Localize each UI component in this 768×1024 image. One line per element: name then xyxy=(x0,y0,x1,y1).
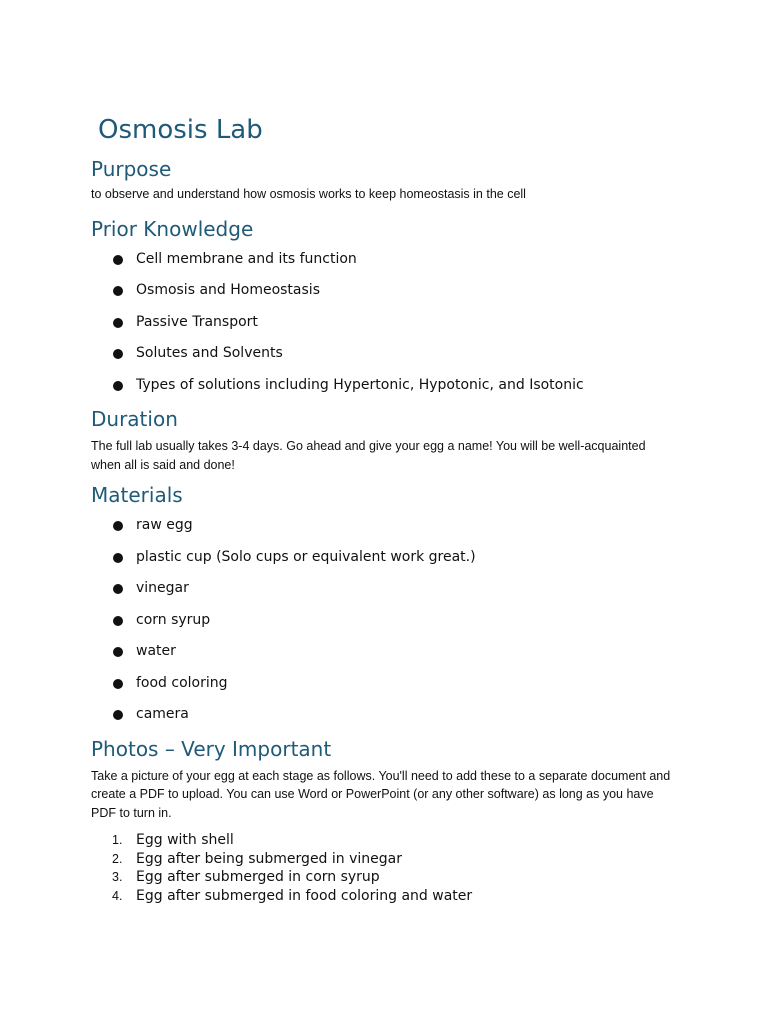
heading-materials: Materials xyxy=(91,483,183,507)
list-item: plastic cup (Solo cups or equivalent work great.) xyxy=(91,547,691,579)
heading-duration: Duration xyxy=(91,407,178,431)
list-item: Cell membrane and its function xyxy=(91,249,691,281)
bullet-icon xyxy=(113,647,123,657)
purpose-text: to observe and understand how osmosis works to keep homeostasis in the cell xyxy=(91,187,526,201)
list-item: 4. Egg after submerged in food coloring and water xyxy=(112,888,473,905)
bullet-icon xyxy=(113,255,123,265)
bullet-icon xyxy=(113,318,123,328)
bullet-icon xyxy=(113,381,123,391)
bullet-icon xyxy=(113,616,123,626)
list-item: vinegar xyxy=(91,578,691,610)
heading-purpose: Purpose xyxy=(91,157,172,181)
document-title: Osmosis Lab xyxy=(98,115,263,145)
bullet-icon xyxy=(113,286,123,296)
list-item: Osmosis and Homeostasis xyxy=(91,280,691,312)
photo-steps-list xyxy=(91,831,691,906)
list-item: corn syrup xyxy=(91,610,691,642)
bullet-icon xyxy=(113,521,123,531)
heading-photos: Photos – Very Important xyxy=(91,736,332,761)
document-page xyxy=(91,112,691,906)
bullet-icon xyxy=(113,679,123,689)
materials-list xyxy=(91,515,691,736)
duration-text: The full lab usually takes 3-4 days. Go ahead and give your egg a name! You will be well-acquainted when all is said and done! xyxy=(91,439,646,472)
prior-knowledge-list xyxy=(91,249,691,407)
list-item: water xyxy=(91,641,691,673)
photos-text: Take a picture of your egg at each stage as follows. You'll need to add these to a separate document and create a PDF to upload. You can use Word or PowerPoint (or any other software) as long as you have PDF to turn in. xyxy=(91,768,671,820)
bullet-icon xyxy=(113,349,123,359)
list-item: raw egg xyxy=(91,515,691,547)
list-item: Types of solutions including Hypertonic, Hypotonic, and Isotonic xyxy=(91,375,691,407)
list-item: food coloring xyxy=(91,673,691,705)
bullet-icon xyxy=(113,553,123,563)
list-item: 2. Egg after being submerged in vinegar xyxy=(112,850,402,867)
list-item: Passive Transport xyxy=(91,312,691,344)
list-item: Solutes and Solvents xyxy=(91,343,691,375)
bullet-icon xyxy=(113,584,123,594)
list-item: camera xyxy=(91,704,691,736)
heading-prior-knowledge: Prior Knowledge xyxy=(91,216,254,241)
list-item: 1. Egg with shell xyxy=(112,832,234,848)
list-item: 3. Egg after submerged in corn syrup xyxy=(112,869,380,886)
bullet-icon xyxy=(113,710,123,720)
